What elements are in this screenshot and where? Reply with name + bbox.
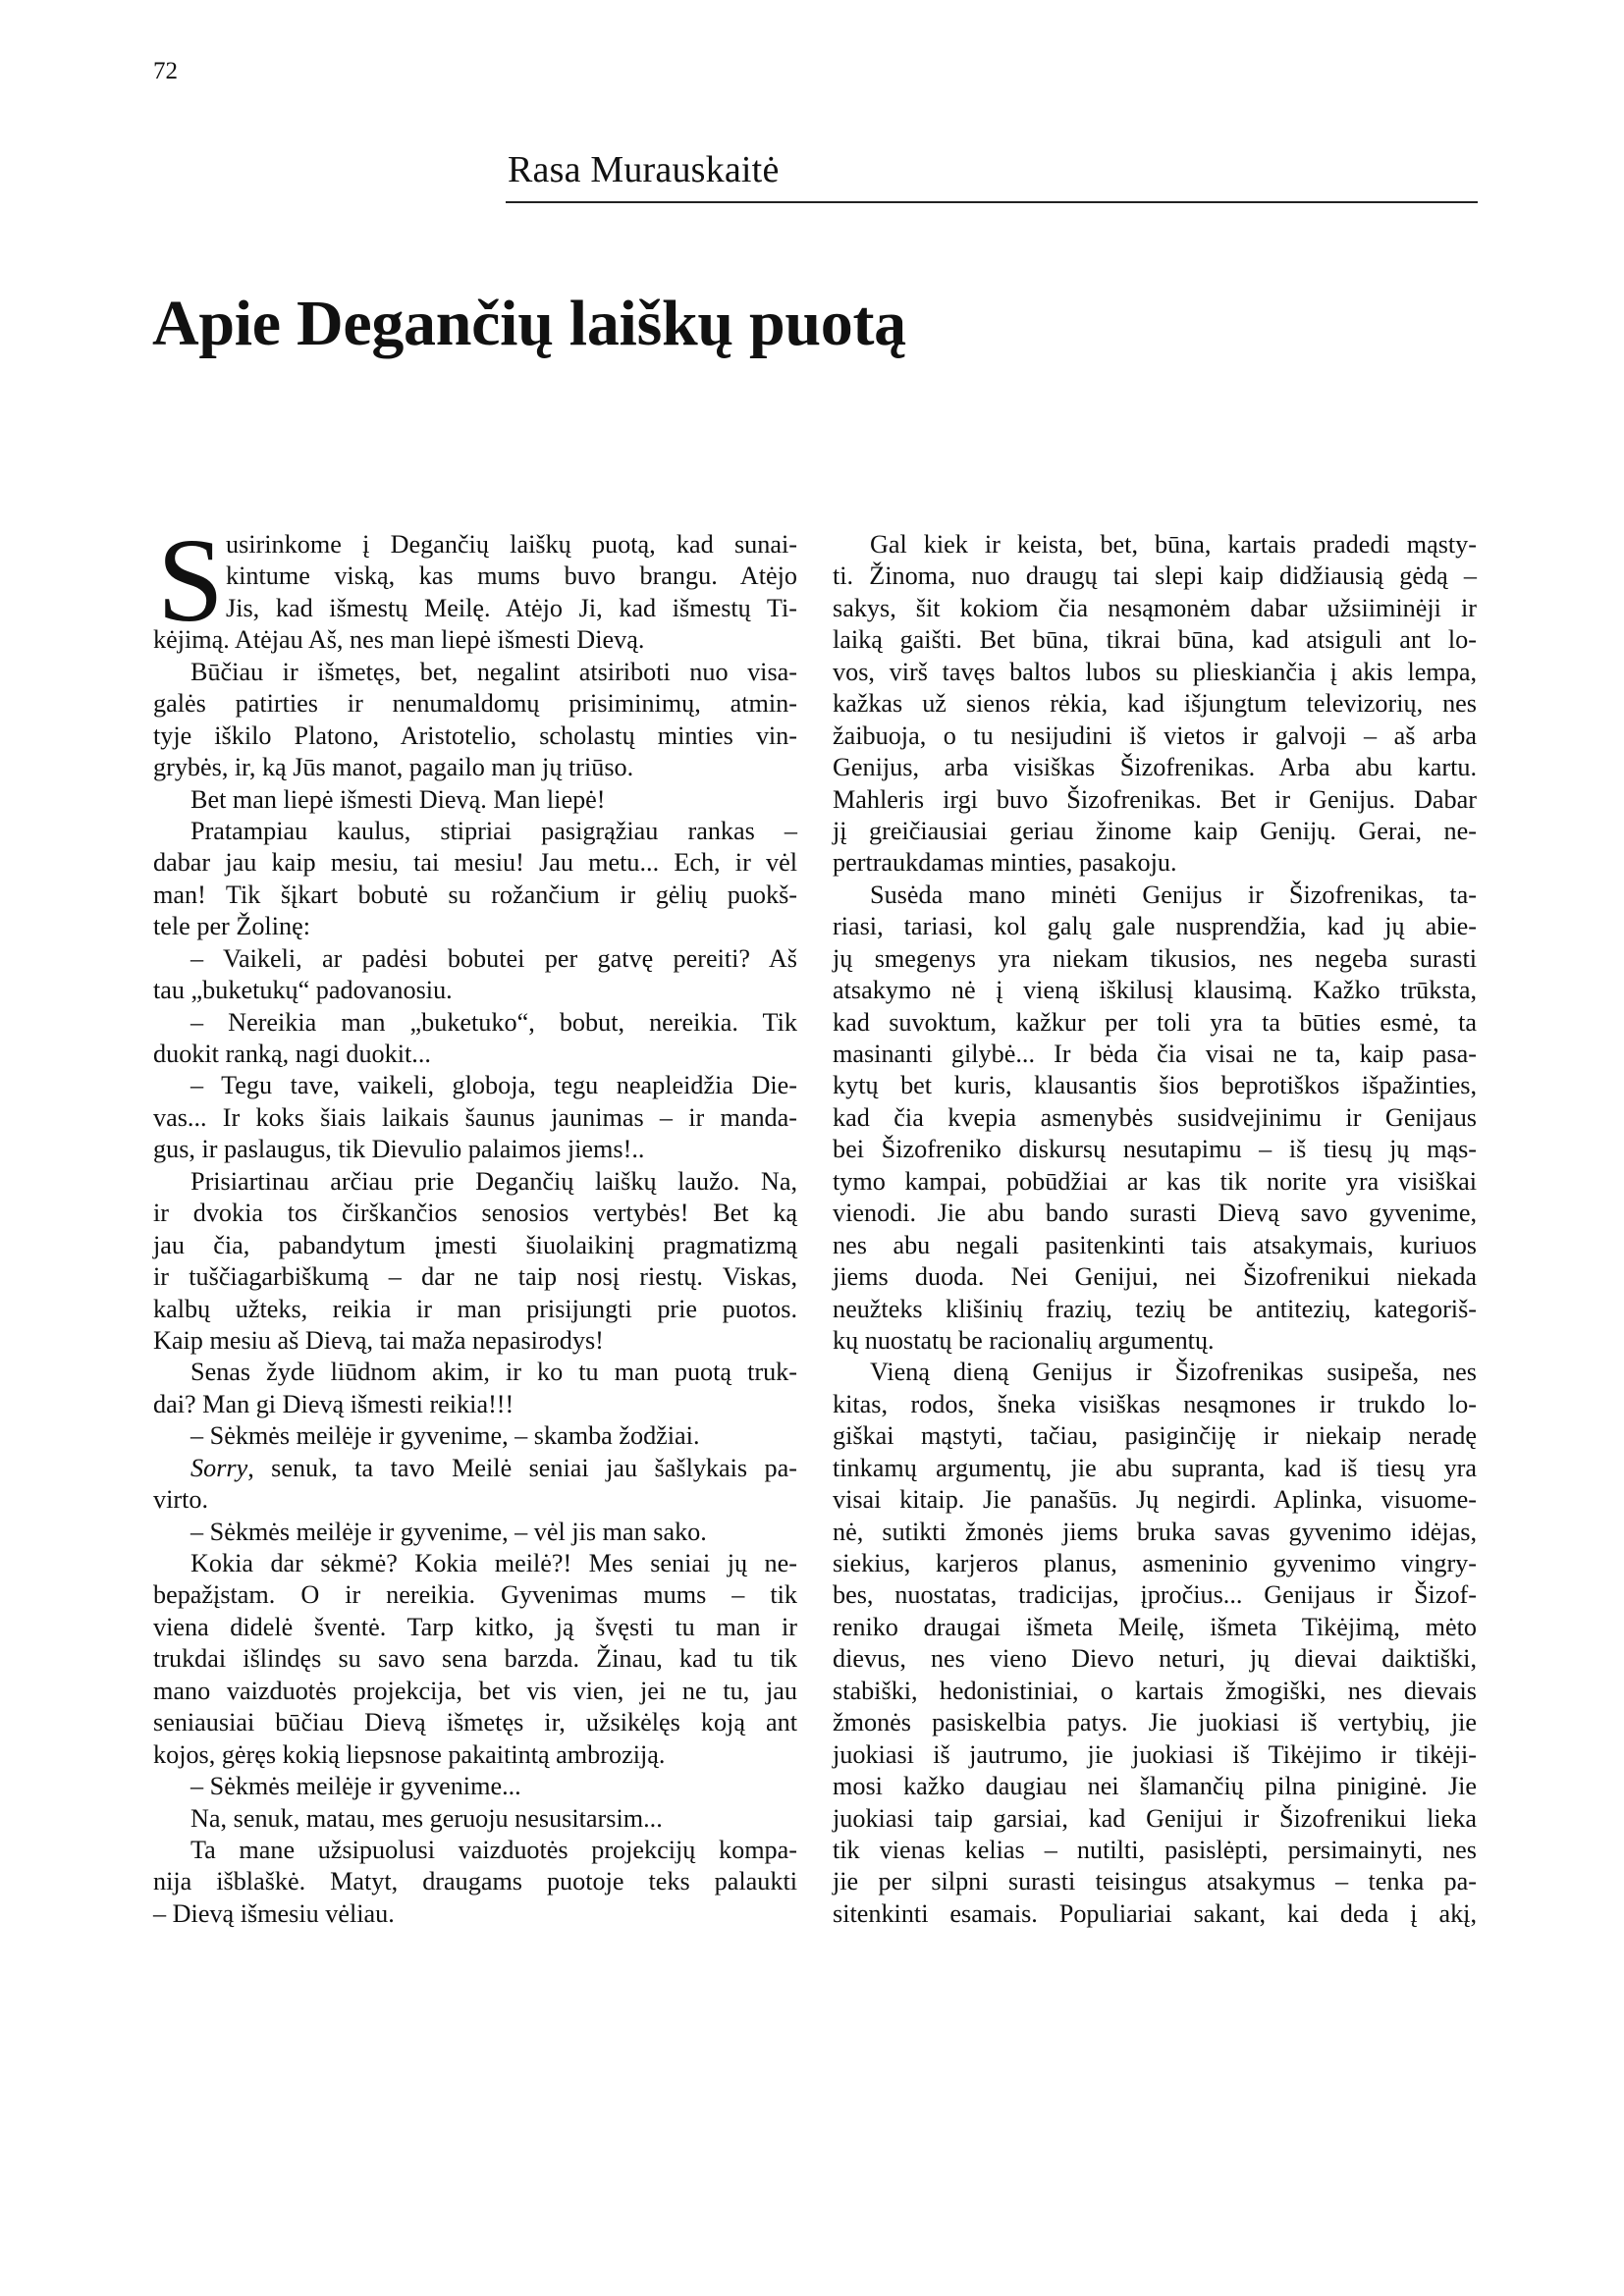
text-line: tyje iškilo Platono, Aristotelio, scholastų minties vin- — [153, 721, 797, 750]
text-line: tau „buketukų“ padovanosiu. — [153, 976, 453, 1005]
text-line-rest: , senuk, ta tavo Meilė seniai jau šašlykais pa- — [247, 1453, 797, 1482]
text-line: juokiasi taip garsiai, kad Genijui ir Šizofrenikui lieka — [833, 1803, 1477, 1833]
text-line: man! Tik šįkart bobutė su rožančium ir gėlių puokš- — [153, 880, 797, 909]
text-line: vas... Ir koks šiais laikais šaunus jaunimas – ir manda- — [153, 1102, 797, 1132]
text-line: jau čia, pabandytum įmesti šiuolaikinį pragmatizmą — [153, 1230, 797, 1259]
text-line: mano vaizduotės projekcija, bet vis vien, jei ne tu, jau — [153, 1676, 797, 1705]
text-line: giškai mąstyti, tačiau, pasiginčiję ir niekaip neradę — [833, 1421, 1477, 1451]
text-line: Na, senuk, matau, mes geruoju nesusitarsim... — [190, 1803, 663, 1833]
text-line: galės patirties ir nenumaldomų prisiminimų, atmin- — [153, 689, 797, 719]
text-line: ir tuščiagarbiškumą – dar ne taip nosį riestų. Viskas, — [153, 1262, 797, 1292]
text-line: kojos, gėręs kokią liepsnose pakaitintą ambroziją. — [153, 1739, 666, 1769]
page-number: 72 — [153, 58, 178, 84]
drop-cap: S — [157, 514, 224, 647]
text-line: tinkamų argumentų, jie abu supranta, kad iš tiesų yra — [833, 1453, 1477, 1482]
italic-word: Sorry — [190, 1453, 248, 1482]
text-line: siekius, karjeros planus, asmeninio gyvenimo vingry- — [833, 1549, 1477, 1577]
text-line: laiką gaišti. Bet būna, tikrai būna, kad atsiguli ant lo- — [833, 625, 1477, 655]
text-line: Būčiau ir išmetęs, bet, negalint atsiriboti nuo visa- — [190, 657, 797, 686]
text-line: Senas žyde liūdnom akim, ir ko tu man puotą truk- — [190, 1358, 797, 1387]
text-line: tele per Žolinę: — [153, 912, 310, 941]
text-line: masinanti gilybė... Ir bėda čia visai ne ta, kaip pasa- — [833, 1040, 1477, 1068]
text-line: ir dvokia tos čirškančios senosios vertybės! Bet ką — [153, 1199, 797, 1228]
text-line: žmonės pasiskelbia patys. Jie juokiasi iš vertybių, jie — [833, 1708, 1477, 1737]
text-line: bes, nuostatas, tradicijas, įpročius... Genijaus ir Šizof- — [833, 1580, 1477, 1610]
text-line: kalbų užteks, reikia ir man prisijungti prie puotos. — [153, 1294, 797, 1323]
text-line: – Tegu tave, vaikeli, globoja, tegu neapleidžia Die- — [190, 1071, 797, 1100]
text-line: seniausiai būčiau Dievą išmetęs ir, užsikėlęs koją ant — [153, 1708, 797, 1737]
text-line: riasi, tariasi, kol galų gale nusprendžia, kad jų abie- — [833, 912, 1477, 941]
text-line: jie per silpni surasti teisingus atsakymus – tenka pa- — [833, 1867, 1477, 1896]
text-line: gus, ir paslaugus, tik Dievulio palaimos jiems!.. — [153, 1135, 645, 1164]
text-line: tik vienas kelias – nutilti, pasislėpti, persimainyti, nes — [833, 1835, 1477, 1864]
text-line: Bet man liepė išmesti Dievą. Man liepė! — [190, 784, 606, 814]
text-line: juokiasi iš jautrumo, jie juokiasi iš Tikėjimo ir tikėji- — [833, 1739, 1477, 1769]
text-line: sakys, šit kokiom čia nesąmonėm dabar užsiiminėji ir — [833, 593, 1477, 622]
text-line: – Vaikeli, ar padėsi bobutei per gatvę pereiti? Aš — [190, 943, 797, 973]
text-line: – Sėkmės meilėje ir gyvenime, – vėl jis man sako. — [190, 1517, 707, 1546]
text-line: kėjimą. Atėjau Aš, nes man liepė išmesti Dievą. — [153, 625, 645, 655]
text-line: Jis, kad išmestų Meilę. Atėjo Ji, kad išmestų Ti- — [226, 593, 797, 622]
text-line: Gal kiek ir keista, bet, būna, kartais pradedi mąsty- — [870, 530, 1477, 559]
text-line: – Dievą išmesiu vėliau. — [153, 1898, 395, 1928]
text-line: kažkas už sienos rėkia, kad išjungtum televizorių, nes — [833, 689, 1477, 719]
text-line: tymo kampai, pobūdžiai ar kas tik norite yra visiškai — [833, 1166, 1477, 1196]
text-line: Kaip mesiu aš Dievą, tai maža nepasirodys! — [153, 1325, 604, 1355]
text-line: ti. Žinoma, nuo draugų tai slepi kaip didžiausią gėdą – — [833, 561, 1477, 591]
text-line: reniko draugai išmeta Meilę, išmeta Tikėjimą, mėto — [833, 1612, 1477, 1641]
running-head — [506, 147, 1478, 203]
text-line: vienodi. Jie abu bando surasti Dievą savo gyvenime, — [833, 1199, 1477, 1228]
text-line: žaibuoja, o tu nesijudini iš vietos ir galvoji – aš arba — [833, 721, 1477, 750]
text-line: nes abu negali pasitenkinti tais atsakymais, kuriuos — [833, 1230, 1477, 1259]
text-line: dai? Man gi Dievą išmesti reikia!!! — [153, 1389, 514, 1418]
text-line: bei Šizofreniko diskursų nesutapimu – iš tiesų jų mąs- — [833, 1135, 1477, 1164]
left-text-column — [153, 514, 797, 1930]
text-line: Prisiartinau arčiau prie Degančių laiškų laužo. Na, — [190, 1166, 797, 1196]
text-line: – Sėkmės meilėje ir gyvenime, – skamba žodžiai. — [190, 1421, 700, 1451]
text-line: kytų bet kuris, klausantis šios beprotiškos išpažinties, — [833, 1071, 1477, 1100]
text-line: – Sėkmės meilėje ir gyvenime... — [190, 1772, 521, 1801]
text-line: usirinkome į Degančių laiškų puotą, kad sunai- — [226, 530, 797, 559]
text-line: Susėda mano minėti Genijus ir Šizofrenikas, ta- — [870, 880, 1477, 909]
text-line: kad suvoktum, kažkur per toli yra ta būties esmė, ta — [833, 1007, 1477, 1037]
text-line: Genijus, arba visiškas Šizofrenikas. Arba abu kartu. — [833, 753, 1477, 782]
text-line: visai kitaip. Jie panašūs. Jų negirdi. Aplinka, visuome- — [833, 1485, 1477, 1515]
text-line: jiems duoda. Nei Genijui, nei Šizofrenikui niekada — [833, 1262, 1477, 1292]
text-line: dabar jau kaip mesiu, tai mesiu! Jau metu... Ech, ir vėl — [153, 848, 797, 878]
text-line: grybės, ir, ką Jūs manot, pagailo man jų triūso. — [153, 753, 634, 782]
text-line: Kokia dar sėkmė? Kokia meilė?! Mes seniai jų ne- — [190, 1549, 797, 1577]
text-line: bepažįstam. O ir nereikia. Gyvenimas mums – tik — [153, 1580, 797, 1610]
text-line: virto. — [153, 1485, 209, 1515]
text-line: dievus, nes vieno Dievo neturi, jų dievai daiktiški, — [833, 1644, 1477, 1674]
author-name: Rasa Murauskaitė — [508, 149, 780, 190]
text-line: Pratampiau kaulus, stipriai pasigrąžiau rankas – — [190, 816, 797, 845]
text-line: Ta mane užsipuolusi vaizduotės projekcijų kompa- — [190, 1835, 797, 1864]
text-line: kitas, rodos, šneka visiškas nesąmones ir trukdo lo- — [833, 1389, 1477, 1418]
text-line: nija išblaškė. Matyt, draugams puotoje teks palaukti — [153, 1867, 797, 1896]
text-line: kad čia kvepia asmenybės susidvejinimu ir Genijaus — [833, 1102, 1477, 1132]
text-line: trukdai išlindęs su savo sena barzda. Žinau, kad tu tik — [153, 1644, 797, 1674]
text-line: nė, sutikti žmonės jiems bruka savas gyvenimo idėjas, — [833, 1517, 1477, 1546]
text-line: viena didelė šventė. Tarp kitko, ją švęsti tu man ir — [153, 1612, 797, 1641]
text-line: jų smegenys yra niekam tikusios, nes negeba surasti — [833, 943, 1477, 973]
text-line: jį greičiausiai geriau žinome kaip Genijų. Gerai, ne- — [833, 816, 1477, 845]
text-line: mosi kažko daugiau nei šlamančių pilna piniginė. Jie — [833, 1772, 1477, 1801]
text-line: pertraukdamas minties, pasakoju. — [833, 848, 1177, 878]
article-title: Apie Degančių laiškų puotą — [152, 288, 906, 359]
text-line: stabiški, hedonistiniai, o kartais žmogiški, nes dievais — [833, 1676, 1477, 1705]
header-rule-divider — [506, 201, 1478, 203]
text-line: – Nereikia man „buketuko“, bobut, nereikia. Tik — [190, 1007, 797, 1037]
text-line: Vieną dieną Genijus ir Šizofrenikas susipeša, nes — [870, 1358, 1477, 1387]
text-line — [153, 1453, 797, 1484]
text-line: sitenkinti esamais. Populiariai sakant, kai deda į akį, — [833, 1898, 1477, 1928]
right-text-column — [833, 529, 1477, 1930]
text-line: duokit ranką, nagi duokit... — [153, 1040, 431, 1068]
text-line: atsakymo nė į vieną iškilusį klausimą. Kažko trūksta, — [833, 976, 1477, 1005]
text-line: kų nuostatų be racionalių argumentų. — [833, 1325, 1215, 1355]
text-line: neužteks klišinių frazių, tezių be antitezių, kategoriš- — [833, 1294, 1477, 1323]
text-line: kintume viską, kas mums buvo brangu. Atėjo — [226, 561, 797, 591]
text-line: vos, virš tavęs baltos lubos su plieskiančia į akis lempa, — [833, 657, 1477, 686]
text-line: Mahleris irgi buvo Šizofrenikas. Bet ir Genijus. Dabar — [833, 784, 1477, 814]
